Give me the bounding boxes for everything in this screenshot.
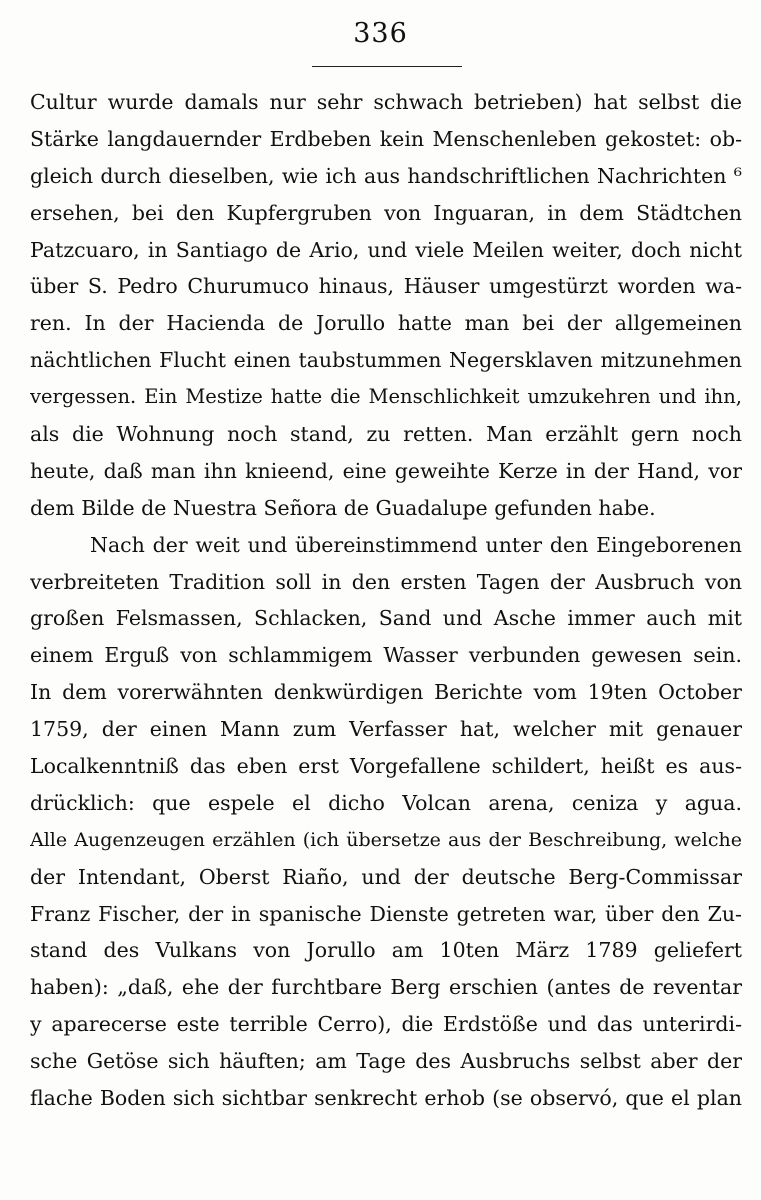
text-line: ren. In der Hacienda de Jorullo hatte man bei der allgemeinen (30, 311, 742, 336)
text-line: Localkenntniß das eben erst Vorgefallene schildert, heißt es aus- (30, 754, 742, 779)
text-line: Stärke langdauernder Erdbeben kein Menschenleben gekostet: ob- (30, 126, 742, 151)
text-line: sche Getöse sich häuften; am Tage des Ausbruchs selbst aber der (30, 1049, 742, 1074)
text-line: In dem vorerwähnten denkwürdigen Berichte vom 19ten October (30, 680, 742, 705)
page-number: 336 (353, 18, 408, 49)
text-line: drücklich: que espele el dicho Volcan arena, ceniza y agua. (30, 790, 742, 815)
text-line: ersehen, bei den Kupfergruben von Inguaran, in dem Städtchen (30, 200, 742, 225)
text-line: einem Erguß von schlammigem Wasser verbunden gewesen sein. (30, 643, 742, 668)
text-line: nächtlichen Flucht einen taubstummen Negersklaven mitzunehmen (30, 348, 742, 373)
text-line: der Intendant, Oberst Riaño, und der deutsche Berg-Commissar (30, 864, 742, 889)
text-line: heute, daß man ihn knieend, eine geweihte Kerze in der Hand, vor (30, 458, 742, 483)
text-line: flache Boden sich sichtbar senkrecht erhob (se observó, que el plan (30, 1086, 742, 1111)
text-line: stand des Vulkans von Jorullo am 10ten März 1789 geliefert (30, 938, 742, 963)
text-line: großen Felsmassen, Schlacken, Sand und Asche immer auch mit (30, 606, 742, 631)
text-line: Franz Fischer, der in spanische Dienste getreten war, über den Zu- (30, 901, 742, 926)
text-line: als die Wohnung noch stand, zu retten. Man erzählt gern noch (30, 422, 742, 447)
text-line: vergessen. Ein Mestize hatte die Menschlichkeit umzukehren und ihn, (30, 385, 742, 409)
text-line: dem Bilde de Nuestra Señora de Guadalupe gefunden habe. (30, 495, 656, 520)
header-rule (312, 66, 462, 67)
text-line: Patzcuaro, in Santiago de Ario, und viele Meilen weiter, doch nicht (30, 237, 742, 262)
text-line: 1759, der einen Mann zum Verfasser hat, welcher mit genauer (30, 717, 742, 742)
text-line: verbreiteten Tradition soll in den ersten Tagen der Ausbruch von (30, 569, 742, 594)
text-line: Alle Augenzeugen erzählen (ich übersetze aus der Beschreibung, welche (30, 828, 742, 851)
text-line: über S. Pedro Churumuco hinaus, Häuser umgestürzt worden wa- (30, 274, 742, 299)
text-line: Nach der weit und übereinstimmend unter den Eingeborenen (90, 532, 742, 557)
text-line: haben): „daß, ehe der furchtbare Berg erschien (antes de reventar (30, 975, 742, 1000)
text-line: gleich durch dieselben, wie ich aus handschriftlichen Nachrichten ⁶ (30, 163, 742, 188)
body-text (30, 84, 742, 1117)
text-line: y aparecerse este terrible Cerro), die Erdstöße und das unterirdi- (30, 1012, 742, 1037)
text-line: Cultur wurde damals nur sehr schwach betrieben) hat selbst die (30, 90, 742, 114)
